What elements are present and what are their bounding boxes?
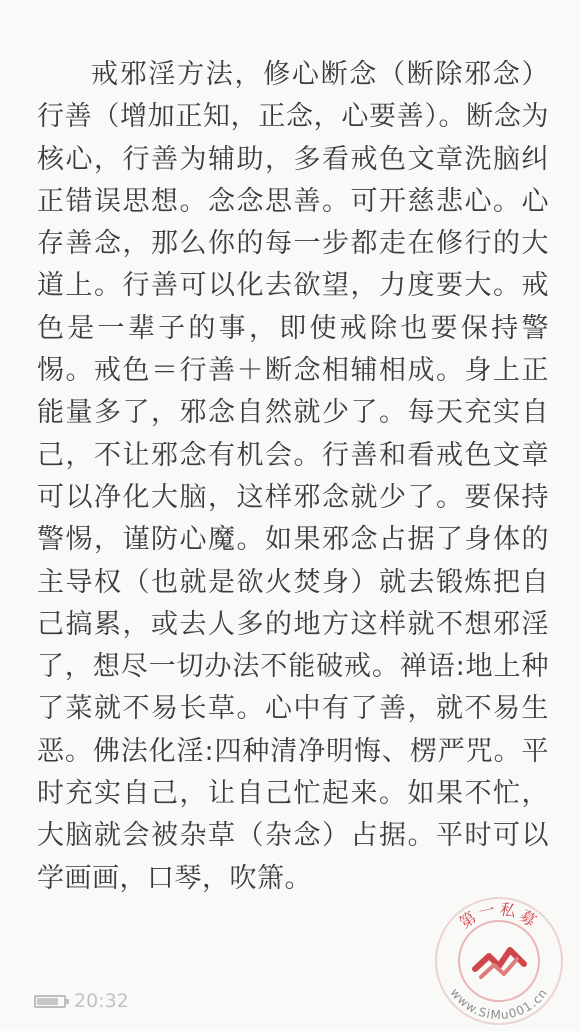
watermark-bottom-text: www.SiMu001.cn [447, 985, 551, 1023]
watermark-top-text: 第一私募 [455, 899, 543, 933]
simu-watermark-logo [425, 893, 573, 1025]
battery-level-fill [37, 998, 58, 1005]
clock-time: 20:32 [74, 990, 129, 1012]
document-page [37, 54, 549, 900]
body-paragraph: 戒邪淫方法，修心断念（断除邪念）行善（增加正知，正念，心要善）。断念为核心，行善为辅助，多看戒色文章洗脑纠正错误思想。念念思善。可开慈悲心。心存善念，那么你的每一步都走在修行的大道上。行善可以化去欲望，力度要大。戒色是一辈子的事，即使戒除也要保持警惕。戒色＝行善＋断念相辅相成。身上正能量多了，邪念自然就少了。每天充实自己，不让邪念有机会。行善和看戒色文章可以净化大脑，这样邪念就少了。要保持警惕，谨防心魔。如果邪念占据了身体的主导权（也就是欲火焚身）就去锻炼把自己搞累，或去人多的地方这样就不想邪淫了，想尽一切办法不能破戒。禅语:地上种了菜就不易长草。心中有了善，就不易生恶。佛法化淫:四种清净明悔、楞严咒。平时充实自己，让自己忙起来。如果不忙，大脑就会被杂草（杂念）占据。平时可以学画画，口琴，吹箫。 [37, 59, 549, 894]
svg-text:第一私募 [456, 899, 542, 932]
svg-text:www.SiMu001.cn [448, 986, 551, 1023]
status-bar [34, 986, 129, 1016]
battery-icon [34, 995, 66, 1008]
watermark-seal-icon [425, 893, 573, 1025]
